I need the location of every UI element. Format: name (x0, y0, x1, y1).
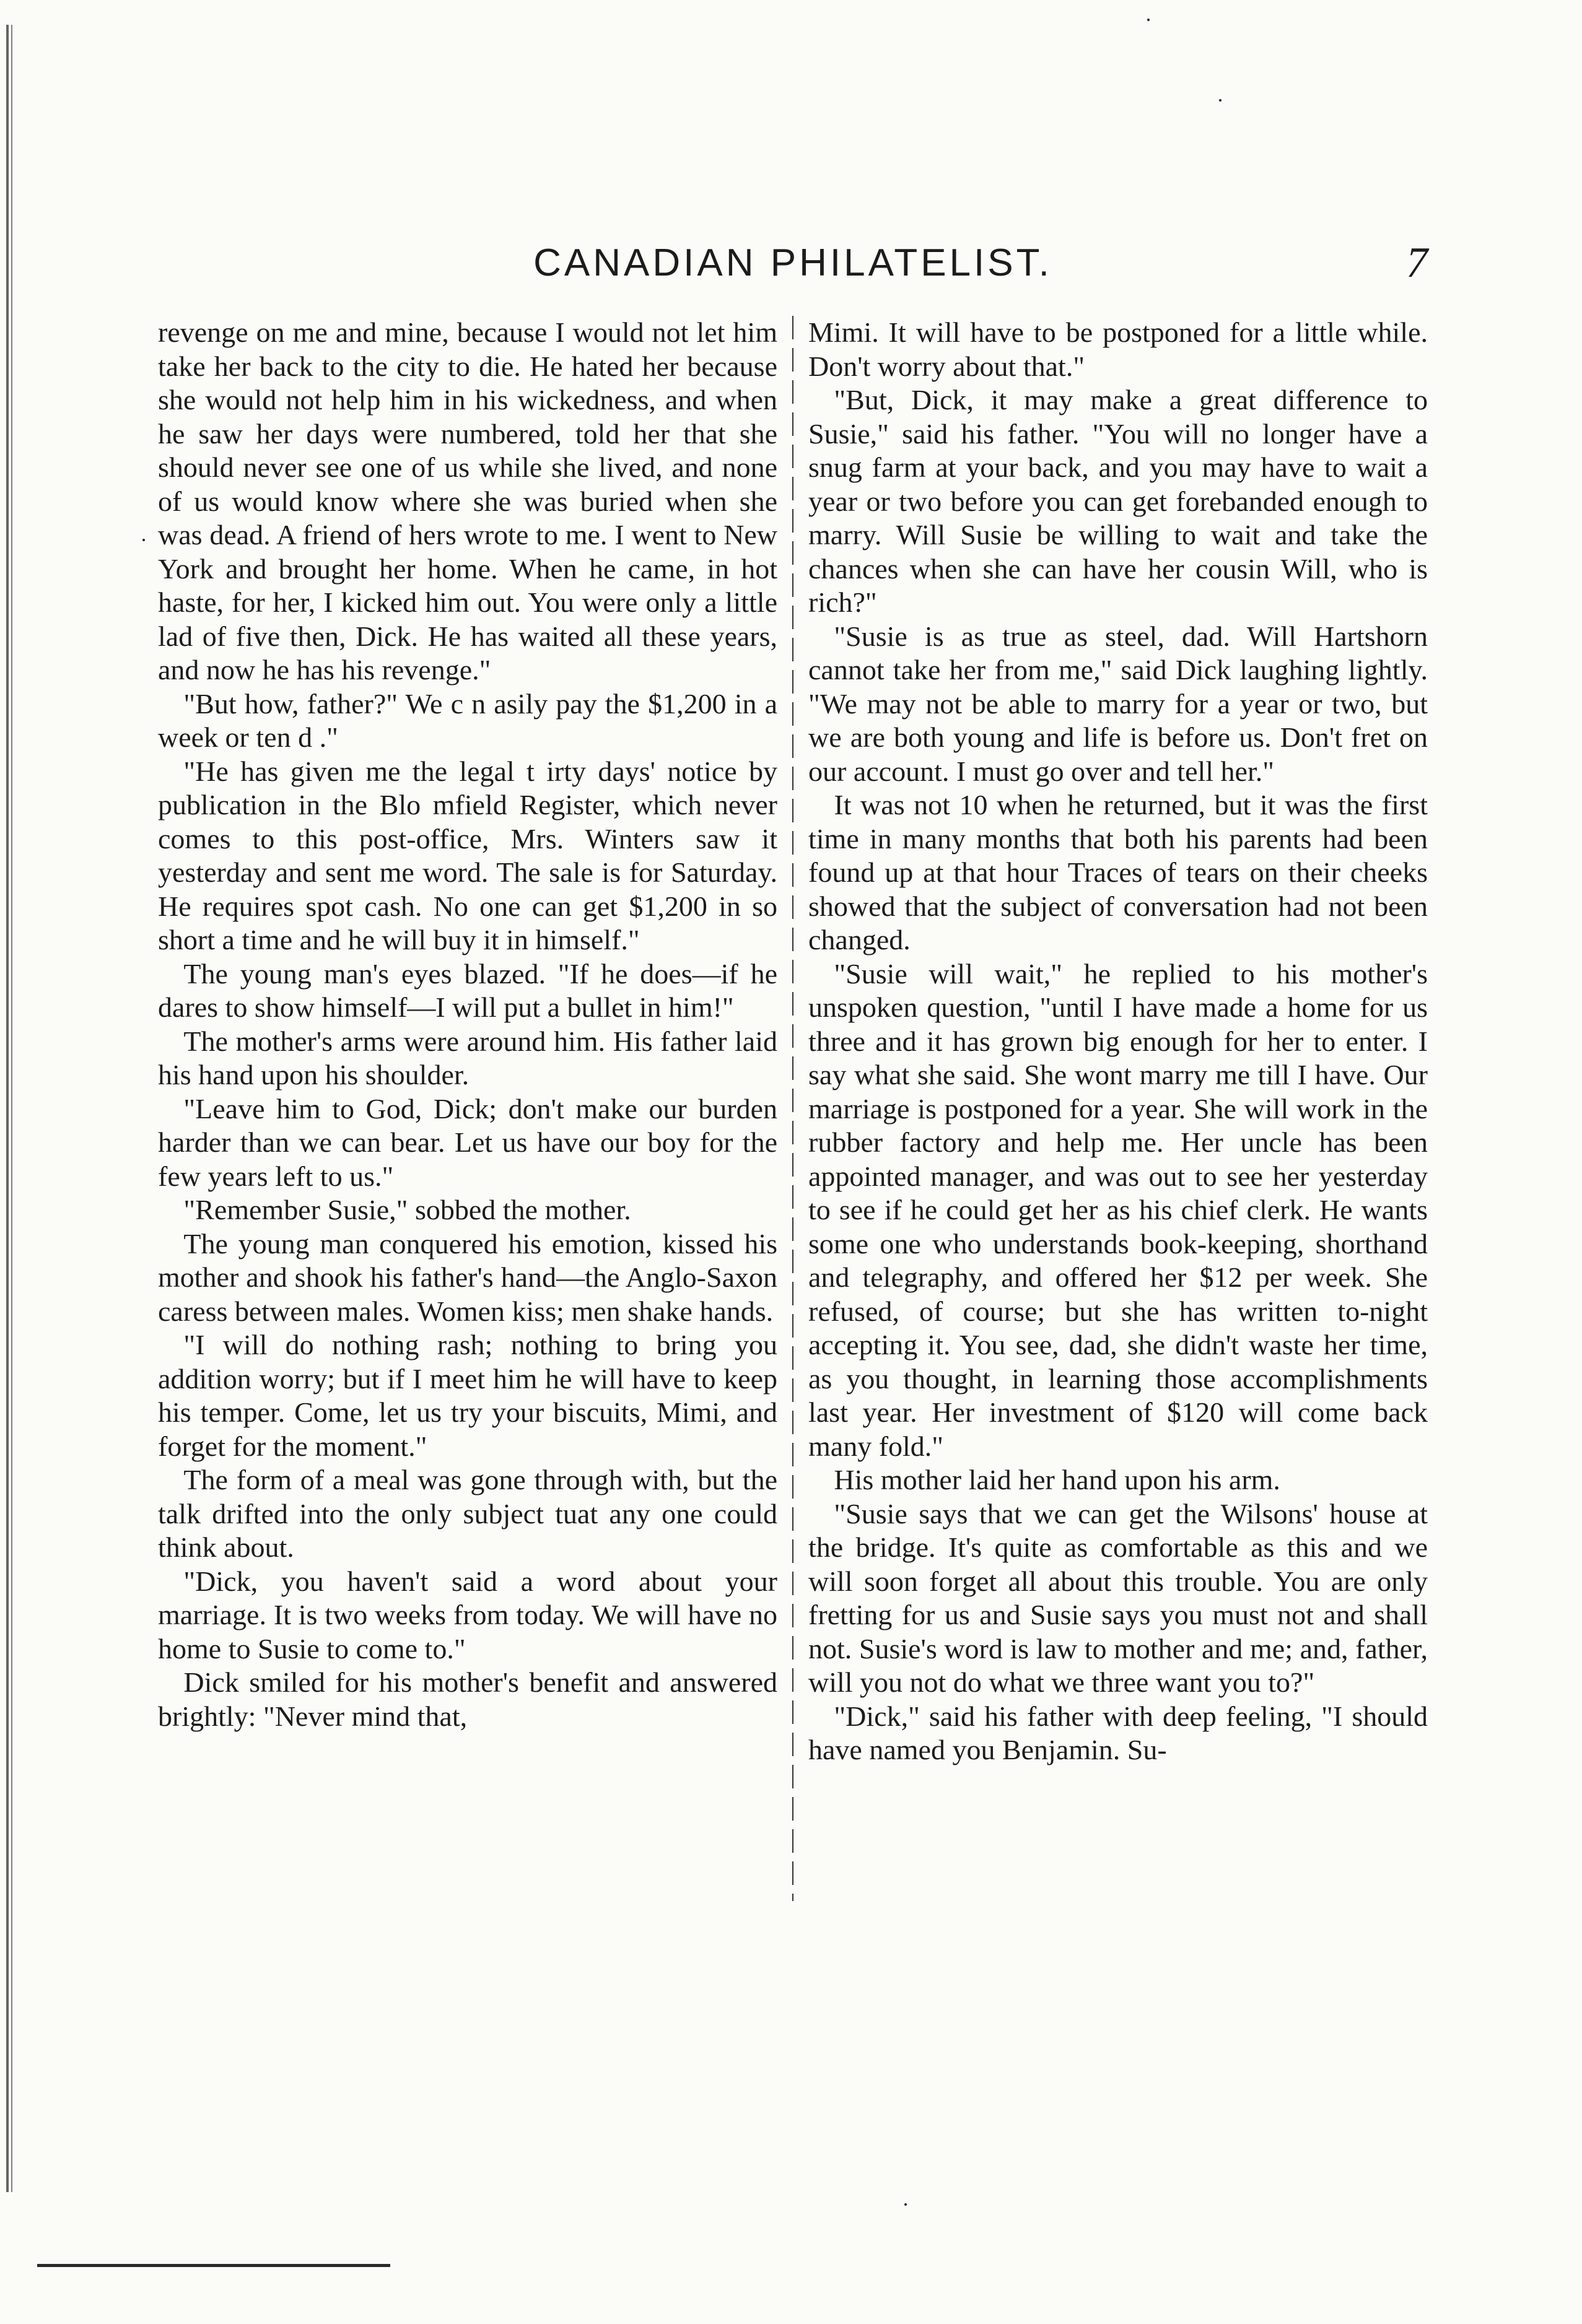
running-title: CANADIAN PHILATELIST. (533, 242, 1052, 284)
paragraph: It was not 10 when he returned, but it was the first time in many months that both his parents had been found up at that hour Traces of tears on their cheeks showed that the subject of conversation had not been changed. (808, 789, 1428, 955)
paragraph: "Remember Susie," sobbed the mother. (183, 1194, 631, 1225)
right-column (808, 316, 1428, 1767)
paragraph: His mother laid her hand upon his arm. (834, 1464, 1280, 1495)
paragraph: "Susie says that we can get the Wilsons' house at the bridge. It's quite as comfortable as this and we will soon forget all about this trouble. You are only fretting for us and Susie says you must not and shall not. Susie's word is law to mother and me; and, father, will you not do what we three want you to?" (808, 1497, 1428, 1698)
paragraph: "He has given me the legal t irty days' notice by publication in the Blo mfield Register, which never comes to this post-office, Mrs. Winters saw it yesterday and sent me word. The sale is for Saturday. He requires spot cash. No one can get $1,200 in so short a time and he will buy it in himself." (158, 755, 777, 955)
ink-speck (1219, 99, 1221, 102)
paragraph: Mimi. It will have to be postponed for a little while. Don't worry about that." (808, 316, 1428, 382)
paragraph: "But, Dick, it may make a great difference to Susie," said his father. "You will no longer have a snug farm at your back, and you may have to wait a year or two before you can get forebanded enough to marry. Will Susie be willing to wait and take the chances when she can have her cousin Will, who is rich?" (808, 384, 1428, 618)
paragraph: The mother's arms were around him. His father laid his hand upon his shoulder. (158, 1025, 777, 1090)
text-columns (158, 316, 1428, 2297)
page-number: 7 (1406, 239, 1428, 287)
ink-speck (1147, 19, 1150, 21)
paragraph: revenge on me and mine, because I would not let him take her back to the city to die. He hated her because she would not help him in his wickedness, and when he saw her days were numbered, told her that she should never see one of us while she lived, and none of us would know where she was buried when she was dead. A friend of hers wrote to me. I went to New York and brought her home. When he came, in hot haste, for her, I kicked him out. You were only a little lad of five then, Dick. He has waited all these years, and now he has his revenge." (158, 316, 777, 685)
left-column (158, 316, 777, 1733)
paragraph: "Dick," said his father with deep feeling, "I should have named you Benjamin. Su- (808, 1700, 1428, 1765)
paragraph: "Leave him to God, Dick; don't make our burden harder than we can bear. Let us have our boy for the few years left to us." (158, 1092, 777, 1192)
paragraph: "Susie is as true as steel, dad. Will Hartshorn cannot take her from me," said Dick laughing lightly. "We may not be able to marry for a year or two, but we are both young and life is before us. Don't fret on our account. I must go over and tell her." (808, 620, 1428, 787)
paragraph: The young man's eyes blazed. "If he does—if he dares to show himself—I will put a bullet in him!" (158, 957, 777, 1023)
paragraph: The form of a meal was gone through with, but the talk drifted into the only subject tuat any one could think about. (158, 1464, 777, 1563)
page-header (158, 235, 1428, 303)
ink-speck (142, 539, 145, 541)
paragraph: "I will do nothing rash; nothing to bring you addition worry; but if I meet him he will have to keep his temper. Come, let us try your biscuits, Mimi, and forget for the moment." (158, 1329, 777, 1462)
paragraph: "But how, father?" We c n asily pay the $1,200 in a week or ten d ." (158, 687, 777, 753)
column-divider (792, 316, 793, 1901)
paragraph: "Dick, you haven't said a word about your marriage. It is two weeks from today. We will have no home to Susie to come to." (158, 1565, 777, 1665)
paragraph: The young man conquered his emotion, kissed his mother and shook his father's hand—the Anglo-Saxon caress between males. Women kiss; men shake hands. (158, 1227, 777, 1327)
paragraph: Dick smiled for his mother's benefit and answered brightly: "Never mind that, (158, 1666, 777, 1732)
paragraph: "Susie will wait," he replied to his mother's unspoken question, "until I have made a home for us three and it has grown big enough for her to enter. I say what she said. She wont marry me till I have. Our marriage is postponed for a year. She will work in the rubber factory and help me. Her uncle has been appointed manager, and was out to see her yesterday to see if he could get her as his chief clerk. He wants some one who understands book-keeping, shorthand and telegraphy, and offered her $12 per week. She refused, of course; but she has written to-night accepting it. You see, dad, she didn't waste her time, as you thought, in learning those accomplishments last year. Her investment of $120 will come back many fold." (808, 957, 1428, 1462)
binding-edge (6, 25, 15, 2192)
